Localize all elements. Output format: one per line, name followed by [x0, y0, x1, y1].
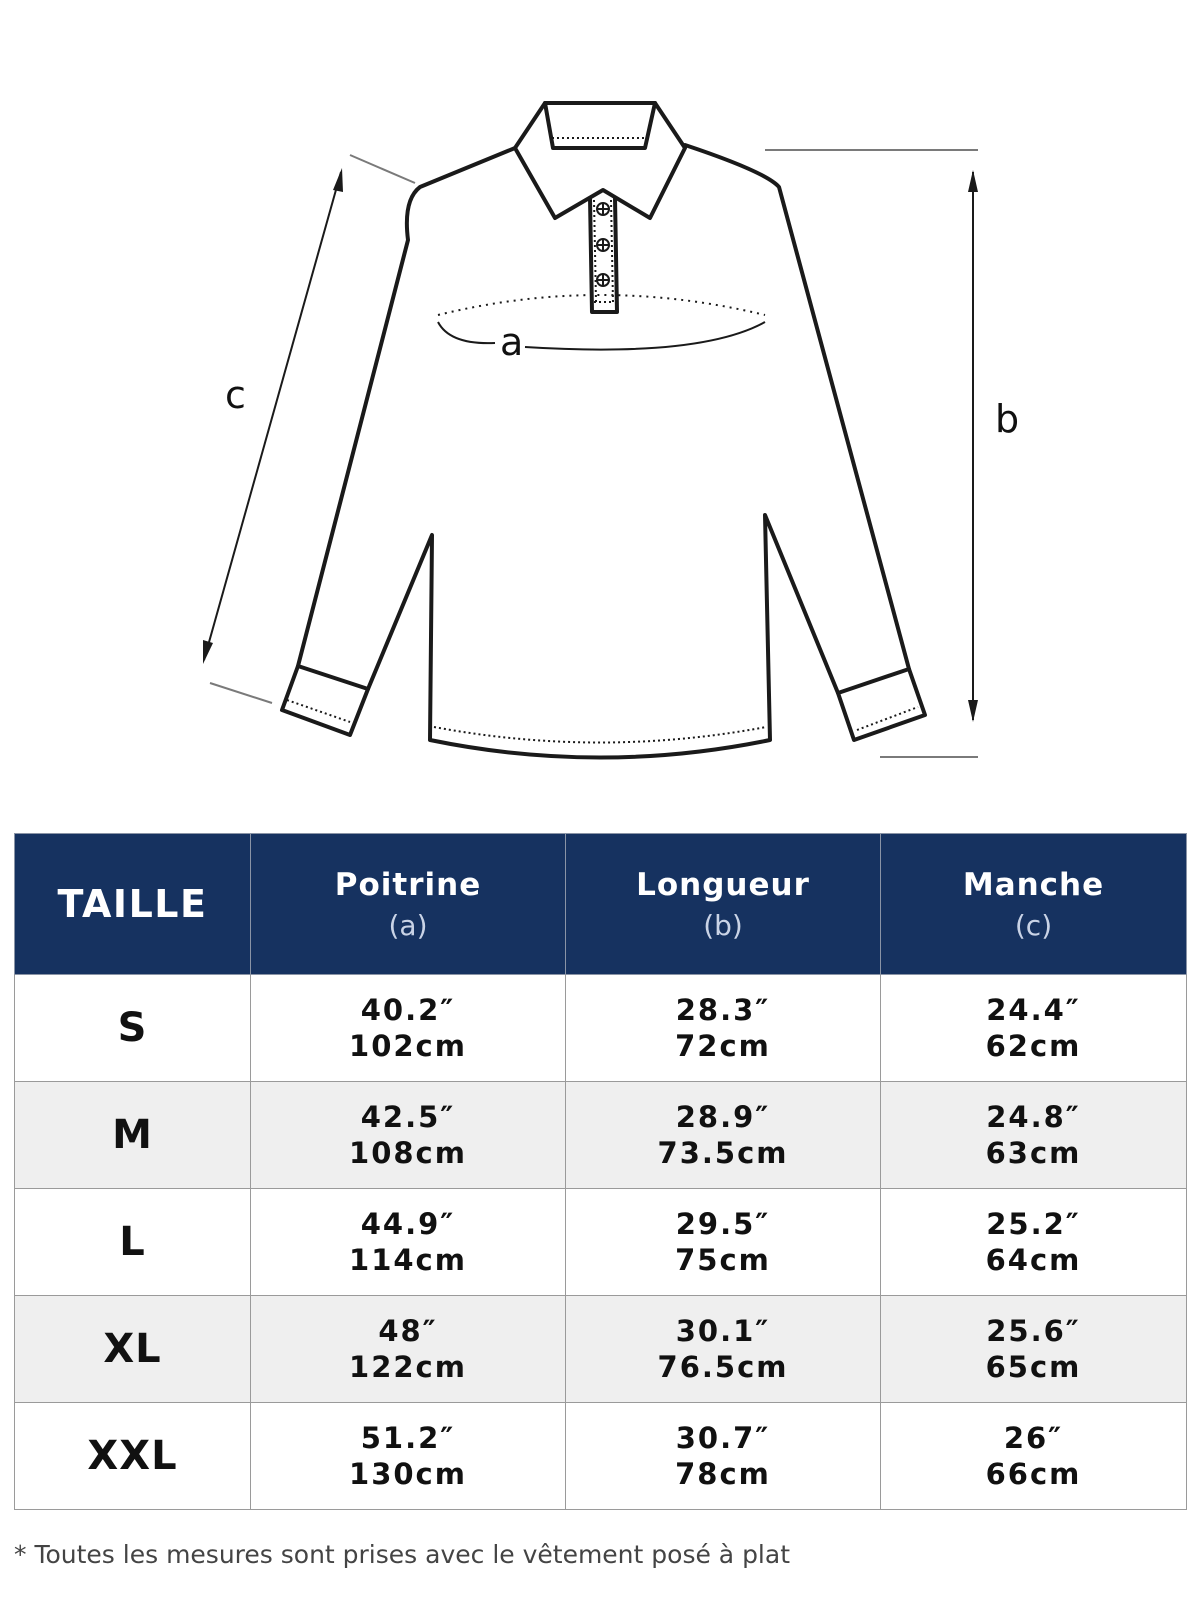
value-inch: 24.4″ — [986, 993, 1081, 1027]
value-cm: 122cm — [349, 1350, 467, 1384]
sleeve-cell — [881, 975, 1187, 1082]
chest-cell — [251, 1082, 566, 1189]
value-inch: 44.9″ — [360, 1207, 456, 1241]
value-inch: 25.2″ — [986, 1207, 1081, 1241]
arrow-up-icon — [968, 170, 978, 192]
value-inch: 28.3″ — [675, 993, 771, 1027]
value-cm: 72cm — [675, 1029, 771, 1063]
length-cell — [566, 975, 881, 1082]
value-inch: 42.5″ — [360, 1100, 456, 1134]
header-title: Manche — [962, 866, 1105, 903]
button-icons — [597, 203, 609, 286]
header-chest — [251, 834, 566, 975]
length-cell — [566, 1082, 881, 1189]
length-cell — [566, 1403, 881, 1510]
value-cm: 73.5cm — [657, 1136, 789, 1170]
chest-cell — [251, 1296, 566, 1403]
size-cell: XL — [15, 1296, 251, 1403]
value-cm: 64cm — [985, 1243, 1082, 1277]
value-inch: 24.8″ — [986, 1100, 1081, 1134]
sleeve-cell — [881, 1403, 1187, 1510]
value-inch: 29.5″ — [675, 1207, 771, 1241]
value-inch: 30.1″ — [675, 1314, 771, 1348]
value-inch: 30.7″ — [675, 1421, 771, 1455]
length-cell — [566, 1296, 881, 1403]
header-sub: (b) — [703, 908, 743, 942]
chest-cell — [251, 975, 566, 1082]
collar — [515, 103, 685, 218]
arrow-down-icon — [968, 700, 978, 722]
header-sleeve — [881, 834, 1187, 975]
value-cm: 78cm — [675, 1457, 771, 1491]
table-row — [15, 975, 1187, 1082]
collar-inner — [545, 103, 655, 148]
footnote: * Toutes les mesures sont prises avec le vêtement posé à plat — [14, 1540, 791, 1569]
value-inch: 25.6″ — [986, 1314, 1081, 1348]
value-cm: 130cm — [349, 1457, 467, 1491]
sleeve-cell — [881, 1082, 1187, 1189]
arrow-top-icon — [333, 168, 343, 192]
value-inch: 48″ — [378, 1314, 438, 1348]
arrow-bottom-icon — [203, 640, 213, 664]
header-title: Poitrine — [334, 866, 482, 903]
table-row — [15, 1296, 1187, 1403]
value-cm: 62cm — [985, 1029, 1082, 1063]
label-b: b — [995, 397, 1020, 441]
size-cell: M — [15, 1082, 251, 1189]
header-sub: (c) — [1014, 908, 1053, 942]
header-title: TAILLE — [57, 882, 208, 926]
header-title: Longueur — [636, 866, 810, 903]
value-cm: 65cm — [985, 1350, 1082, 1384]
sleeve-cell — [881, 1296, 1187, 1403]
value-cm: 63cm — [985, 1136, 1082, 1170]
header-size — [15, 834, 251, 975]
chest-cell — [251, 1189, 566, 1296]
size-chart-table — [14, 833, 1187, 1510]
header-length — [566, 834, 881, 975]
length-cell — [566, 1189, 881, 1296]
value-cm: 76.5cm — [657, 1350, 789, 1384]
label-c: c — [225, 373, 246, 417]
value-cm: 114cm — [349, 1243, 467, 1277]
size-cell: XXL — [15, 1403, 251, 1510]
value-inch: 26″ — [1003, 1421, 1064, 1455]
size-cell: L — [15, 1189, 251, 1296]
value-inch: 51.2″ — [360, 1421, 456, 1455]
value-inch: 28.9″ — [675, 1100, 771, 1134]
value-cm: 66cm — [985, 1457, 1082, 1491]
value-cm: 108cm — [349, 1136, 467, 1170]
sleeve-cell — [881, 1189, 1187, 1296]
table-row — [15, 1189, 1187, 1296]
value-cm: 75cm — [675, 1243, 771, 1277]
value-inch: 40.2″ — [360, 993, 456, 1027]
label-a: a — [500, 320, 524, 364]
table-row — [15, 1403, 1187, 1510]
table-row — [15, 1082, 1187, 1189]
table-header-row — [15, 834, 1187, 975]
chest-measure-line — [438, 322, 765, 350]
value-cm: 102cm — [349, 1029, 467, 1063]
chest-cell — [251, 1403, 566, 1510]
header-sub: (a) — [388, 908, 428, 942]
shirt-outline — [298, 145, 909, 758]
size-cell: S — [15, 975, 251, 1082]
